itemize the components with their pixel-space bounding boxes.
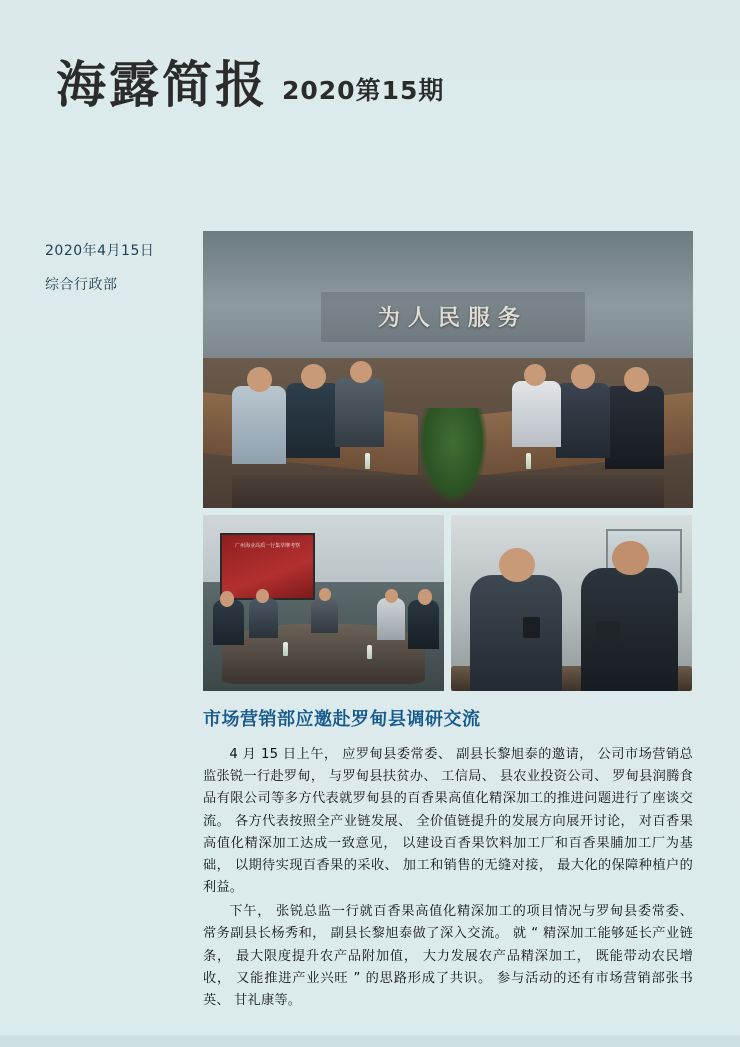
water-bottle-2	[367, 645, 372, 659]
publish-date: 2020年4月15日	[45, 243, 155, 259]
held-phone	[523, 617, 540, 638]
potted-plant	[419, 408, 488, 502]
person-d	[377, 598, 406, 640]
person-left	[470, 575, 562, 691]
person-5-head	[571, 364, 596, 389]
person-c-head	[319, 588, 331, 601]
department-label: 综合行政部	[45, 277, 118, 293]
article-title: 市场营销部应邀赴罗甸县调研交流	[203, 709, 481, 730]
person-5	[556, 383, 610, 458]
issue-label: 2020第15期	[282, 76, 445, 105]
masthead	[56, 56, 445, 114]
person-6-head	[524, 364, 546, 386]
screen-text: 广州海业高质一行集萃摩考察	[235, 543, 301, 550]
photo-meeting-room-main	[203, 231, 693, 508]
person-right-head	[612, 541, 648, 574]
person-c	[311, 598, 338, 633]
article-paragraph: 下午， 张锐总监一行就百香果高值化精深加工的项目情况与罗甸县委常委、 常务副县长杨秀和， 副县长黎旭泰做了深入交流。 就 “ 精深加工能够延长产业链条， 最大限度提升农产品附加值， 大力发展农产品精深加工， 既能带动农民增收， 又能推进产业兴旺 ” 的思路形成了共识。 参与活动的还有市场营销部张书英、 甘礼康等。	[203, 904, 693, 1008]
water-bottle-1	[283, 642, 288, 656]
photo-two-men-discussion	[451, 515, 692, 691]
photo-row	[203, 515, 693, 691]
person-2-head	[301, 364, 326, 389]
person-4	[605, 386, 664, 469]
person-e	[408, 600, 439, 649]
water-bottle-1	[365, 453, 370, 469]
photo-block	[203, 231, 693, 691]
page-title: 海露简报	[56, 56, 268, 114]
person-1	[232, 386, 286, 464]
wall-calligraphy: 为人民服务	[321, 292, 586, 342]
photo-presentation-room	[203, 515, 444, 691]
article-paragraph: 4 月 15 日上午， 应罗甸县委常委、 副县长黎旭泰的邀请， 公司市场营销总监张锐一行赴罗甸， 与罗甸县扶贫办、 工信局、 县农业投资公司、 罗甸县润腾食品有限公司等多方代表就罗甸县的百香果高值化精深加工的推进问题进行了座谈交流。 各方代表按照全产业链发展、 全价值链提升的发展方向展开讨论， 对百香果高值化精深加工达成一致意见， 以建设百香果饮料加工厂和百香果脯加工厂为基础， 以期待实现百香果的采收、 加工和销售的无缝对接， 最大化的保障种植户的利益。	[203, 747, 693, 896]
article-body	[203, 744, 693, 1012]
person-1-head	[247, 367, 272, 392]
held-tablet	[596, 621, 620, 646]
projection-screen	[220, 533, 316, 600]
water-bottle-2	[526, 453, 531, 469]
person-3	[335, 378, 384, 447]
person-2	[286, 383, 340, 458]
person-6	[512, 381, 561, 447]
person-4-head	[624, 367, 649, 392]
meta-column	[45, 240, 195, 294]
footer-rule	[0, 1035, 740, 1047]
person-b	[249, 598, 278, 638]
person-left-head	[499, 548, 535, 581]
person-a-head	[220, 591, 234, 607]
article	[203, 705, 693, 1014]
person-e-head	[418, 589, 432, 605]
